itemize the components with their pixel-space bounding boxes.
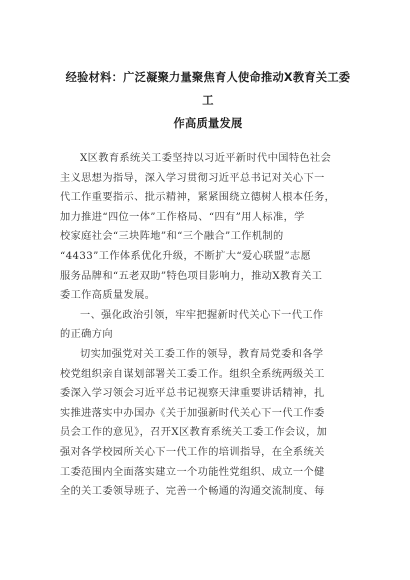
paragraph-line: 强对各学校园所关心下一代工作的培训指导，在全系统关 <box>60 446 325 458</box>
paragraph-line: 委深入学习领会习近平总书记视察天津重要讲话精神，扎 <box>60 388 325 400</box>
paragraph-line: 切实加强党对关工委工作的领导，教育局党委和各学 <box>80 348 324 360</box>
paragraph-line: 加力推进“四位一体”工作格局、“四有”用人标准，学 <box>60 211 305 223</box>
paragraph-line: 校党组织亲自谋划部署关工委工作。组织全系统两级关工 <box>60 368 325 380</box>
paragraph-line: X区教育系统关工委坚持以习近平新时代中国特色社会 <box>80 153 332 164</box>
paragraph-line: 委工作高质量发展。 <box>60 290 156 302</box>
title-line-1: 经验材料：广泛凝聚力量聚焦育人使命推动X教育关工委工 <box>65 71 351 107</box>
paragraph-line: 校家庭社会“三块阵地”和“三个融合”工作机制的 <box>60 231 284 243</box>
section-heading-line: 的正确方向 <box>60 329 113 341</box>
paragraph-line: 主义思想为指导，深入学习贯彻习近平总书记对关心下一 <box>60 172 325 184</box>
document-title <box>60 66 356 135</box>
paragraph-line: “4433”工作体系优化升级，不断扩大“爱心联盟”志愿 <box>60 250 312 262</box>
section-heading-paragraph <box>60 306 356 345</box>
paragraph-line: 实推进落实中办国办《关于加强新时代关心下一代工作委 <box>60 407 325 419</box>
paragraph-line: 全的关工委领导班子、完善一个畅通的沟通交流制度、每 <box>60 486 325 498</box>
intro-paragraph <box>60 149 356 306</box>
title-line-2: 作高质量发展 <box>173 117 243 130</box>
body-paragraph <box>60 345 356 502</box>
paragraph-line: 员会工作的意见》，召开X区教育系统关工委工作会议，加 <box>60 427 328 439</box>
paragraph-line: 代工作重要指示、批示精神，紧紧围绕立德树人根本任务， <box>60 192 336 204</box>
section-heading-line: 一、强化政治引领，牢牢把握新时代关心下一代工作 <box>80 309 324 321</box>
paragraph-line: 服务品牌和“五老双助”特色项目影响力，推动X教育关工 <box>60 270 323 282</box>
paragraph-line: 工委范围内全面落实建立一个功能性党组织、成立一个健 <box>60 466 325 478</box>
